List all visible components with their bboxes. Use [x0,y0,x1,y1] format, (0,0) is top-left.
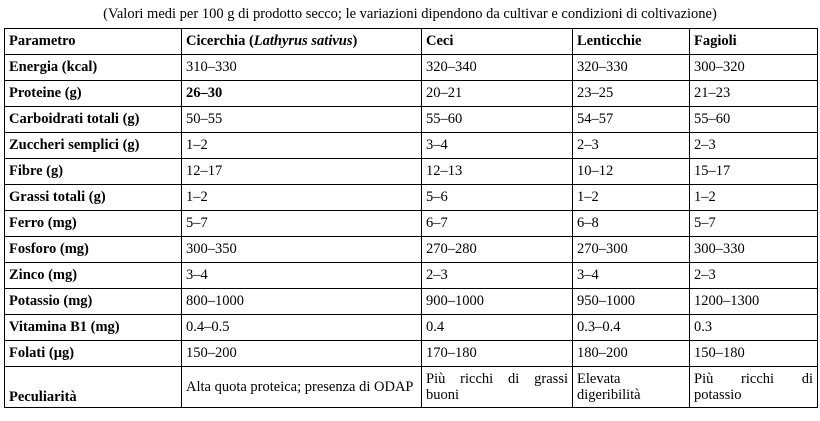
cell-fagioli: 21–23 [690,81,818,107]
row-param: Energia (kcal) [5,55,182,81]
table-row [5,159,818,185]
row-param: Carboidrati totali (g) [5,107,182,133]
cell-ceci: 320–340 [422,55,573,81]
header-parametro: Parametro [5,29,182,55]
cell-ceci: 12–13 [422,159,573,185]
cell-lenticchie: 270–300 [573,237,690,263]
table-row [5,133,818,159]
cell-fagioli: 150–180 [690,341,818,367]
table-row [5,341,818,367]
cell-fagioli: Più ricchi di potassio [690,367,818,408]
table-row [5,289,818,315]
cell-cicerchia: 3–4 [182,263,422,289]
cell-lenticchie: 1–2 [573,185,690,211]
cell-cicerchia: 1–2 [182,185,422,211]
cell-cicerchia: 300–350 [182,237,422,263]
table-row [5,107,818,133]
cell-fagioli: 15–17 [690,159,818,185]
nutrition-table [4,28,818,408]
cell-lenticchie: Elevata digeribilità [573,367,690,408]
cell-ceci: 270–280 [422,237,573,263]
cell-cicerchia: 310–330 [182,55,422,81]
row-param: Zinco (mg) [5,263,182,289]
cell-cicerchia: 1–2 [182,133,422,159]
cell-cicerchia: 50–55 [182,107,422,133]
cell-cicerchia: Alta quota proteica; presenza di ODAP [182,367,422,408]
cell-cicerchia: 800–1000 [182,289,422,315]
cell-fagioli: 0.3 [690,315,818,341]
cell-lenticchie: 2–3 [573,133,690,159]
cell-fagioli: 2–3 [690,133,818,159]
row-param: Folati (µg) [5,341,182,367]
header-cicerchia-close: ) [352,33,358,49]
cell-lenticchie: 320–330 [573,55,690,81]
row-param: Vitamina B1 (mg) [5,315,182,341]
cell-fagioli: 1200–1300 [690,289,818,315]
table-caption: (Valori medi per 100 g di prodotto secco; le variazioni dipendono da cultivar e condizioni di coltivazione) [103,6,717,22]
row-param: Peculiarità [5,367,182,408]
cell-ceci: Più ricchi di grassi buoni [422,367,573,408]
header-cicerchia-name: Cicerchia ( [186,33,254,49]
header-cicerchia [182,29,422,55]
cell-lenticchie: 10–12 [573,159,690,185]
row-param: Potassio (mg) [5,289,182,315]
cell-lenticchie: 180–200 [573,341,690,367]
header-ceci: Ceci [422,29,573,55]
row-param: Fosforo (mg) [5,237,182,263]
cell-ceci: 6–7 [422,211,573,237]
table-row [5,211,818,237]
cell-cicerchia: 26–30 [182,81,422,107]
cell-cicerchia: 12–17 [182,159,422,185]
cell-ceci: 900–1000 [422,289,573,315]
cell-fagioli: 5–7 [690,211,818,237]
header-cicerchia-latin: Lathyrus sativus [253,33,353,49]
cell-cicerchia: 150–200 [182,341,422,367]
row-param: Proteine (g) [5,81,182,107]
table-row [5,367,818,408]
table-row [5,263,818,289]
cell-ceci: 0.4 [422,315,573,341]
row-param: Zuccheri semplici (g) [5,133,182,159]
cell-fagioli: 300–330 [690,237,818,263]
cell-fagioli: 2–3 [690,263,818,289]
cell-lenticchie: 54–57 [573,107,690,133]
table-row [5,315,818,341]
cell-fagioli: 55–60 [690,107,818,133]
cell-lenticchie: 3–4 [573,263,690,289]
header-fagioli: Fagioli [690,29,818,55]
cell-ceci: 3–4 [422,133,573,159]
cell-lenticchie: 23–25 [573,81,690,107]
table-row [5,185,818,211]
cell-ceci: 20–21 [422,81,573,107]
cell-fagioli: 1–2 [690,185,818,211]
cell-fagioli: 300–320 [690,55,818,81]
table-row [5,237,818,263]
row-param: Ferro (mg) [5,211,182,237]
table-row [5,55,818,81]
table-row [5,81,818,107]
cell-lenticchie: 0.3–0.4 [573,315,690,341]
cell-ceci: 5–6 [422,185,573,211]
row-param: Fibre (g) [5,159,182,185]
cell-ceci: 2–3 [422,263,573,289]
cell-cicerchia: 0.4–0.5 [182,315,422,341]
cell-ceci: 170–180 [422,341,573,367]
cell-ceci: 55–60 [422,107,573,133]
row-param: Grassi totali (g) [5,185,182,211]
cell-lenticchie: 6–8 [573,211,690,237]
table-header-row [5,29,818,55]
cell-cicerchia: 5–7 [182,211,422,237]
header-lenticchie: Lenticchie [573,29,690,55]
cell-lenticchie: 950–1000 [573,289,690,315]
